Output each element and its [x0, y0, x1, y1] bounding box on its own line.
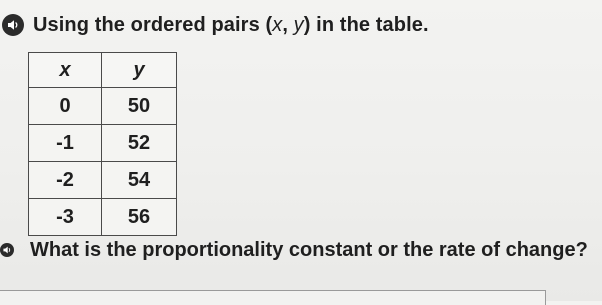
answer-input[interactable] — [0, 290, 546, 305]
question-1 — [0, 8, 429, 42]
ordered-pairs-table — [28, 52, 177, 236]
table-cell-y: 50 — [102, 88, 177, 125]
table-cell-x: -1 — [29, 125, 102, 162]
table-cell-x: -2 — [29, 162, 102, 199]
table-cell-y: 56 — [102, 199, 177, 236]
table-row — [29, 88, 177, 125]
table-cell-x: 0 — [29, 88, 102, 125]
speaker-icon[interactable] — [2, 14, 24, 36]
column-header-y: y — [102, 53, 177, 88]
question-2-text: What is the proportionality constant or the rate of change? — [30, 238, 588, 261]
speaker-icon[interactable] — [0, 243, 14, 257]
column-header-x: x — [29, 53, 102, 88]
table-row — [29, 125, 177, 162]
question-1-text: Using the ordered pairs (x, y) in the table. — [33, 13, 429, 36]
table-cell-y: 52 — [102, 125, 177, 162]
table-row — [29, 162, 177, 199]
table-cell-y: 54 — [102, 162, 177, 199]
table-header-row — [29, 53, 177, 88]
question-2 — [0, 236, 588, 264]
table-row — [29, 199, 177, 236]
table-cell-x: -3 — [29, 199, 102, 236]
